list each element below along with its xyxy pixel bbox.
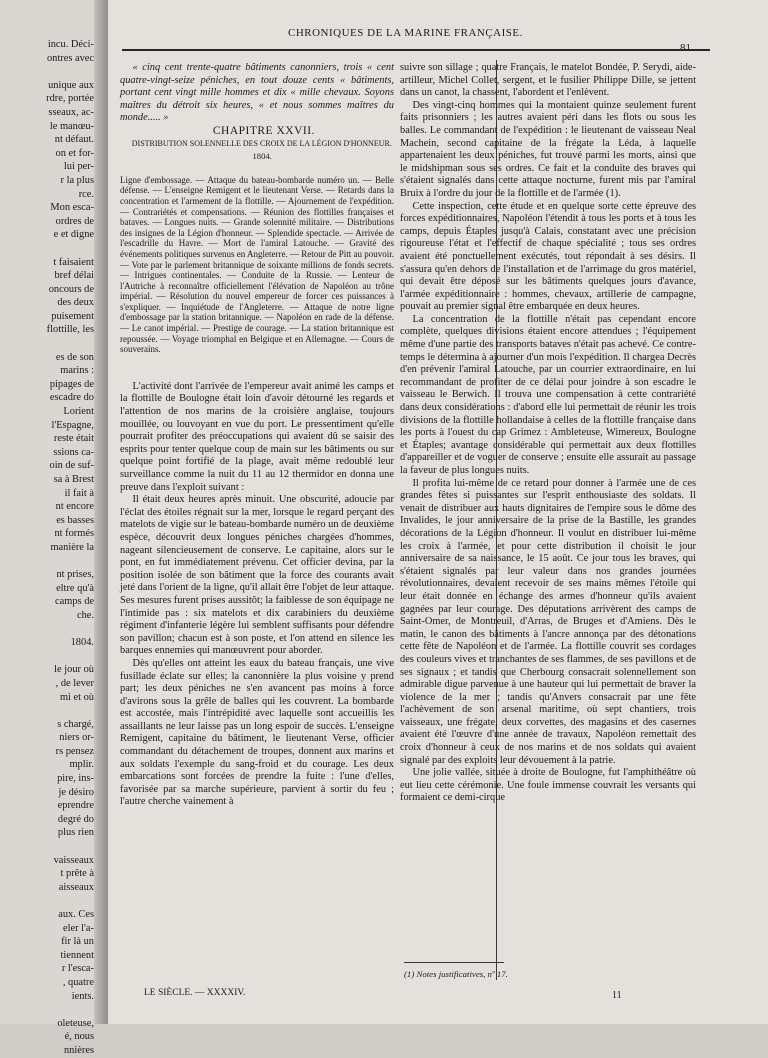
book-gutter [94,0,108,1024]
left-page-line [0,840,94,854]
left-page-line [0,704,94,718]
left-column [120,62,394,809]
left-page-line: nt défaut. [54,134,94,146]
left-page-line: ontres avec [46,52,94,64]
left-page-line: escadre do [49,392,94,404]
paragraph: Il profita lui-même de ce retard pour donner à l'armée une de ces grandes fêtes si puissantes sur l'esprit enthousiaste des soldats. Il venait de distribuer aux hauts dignitaires de l'empire sous le dôme des Invalides, le jour anniversaire de la prise de la Bastille, les grandes décorations de la Légion d'honneur. Il voulut en distribuer lui-même les croix à l'armée, et pour cette distribution il choisit le jour anniversaire de sa naissance, le 15 août. Ce jour tous les braves, qui s'étaient signalés par leur valeur dans nos grandes journées révolutionnaires, devaient recevoir de ses mains mêmes l'étoile qui leur était donnée en échange des armes d'honneur qu'ils avaient gagnées par leur courage. Des députations arrivèrent des camps de Saint-Omer, de Montreuil, d'Arras, de Bruges et d'Amiens. Dès le matin, le canon des bâtiments à l'ancre annonça par des détonations cette fête de Napoléon et de l'armée. La flottille couvrit ses cordages des couleurs vives et tranchantes de ses flammes, de ses pavillons et de ses signaux ; et tandis que Cherbourg consacrait solennellement son admirable digue parvenue à une hauteur qui lui permettait de braver la violence de la mer ; tandis qu'Anvers consacrait par une fête l'achèvement de son arsenal maritime, où sept chantiers, trois vaisseaux, une frégate, deux corvettes, des magasins et des casernes avaient été l'œuvre d'une année de travaux, Napoléon remettait des croix d'honneur à ceux de nos marins et de nos soldats qui avaient signalé par des exploits leur dévouement à la patrie. [400,477,696,766]
left-page-line: aux. Ces [58,909,94,920]
footnote-rule [404,962,504,963]
left-page-line: es de son [55,351,94,363]
left-page-line: oleteuse, [57,1017,94,1029]
left-page-line: , de lever [55,677,94,689]
left-page-line: pire, ins- [57,773,94,785]
left-page-line: t prête à [60,868,94,880]
left-page-line: pipages de [49,378,94,390]
left-page-line [0,242,94,256]
left-page-line: es basses [56,514,94,526]
left-page-line: l'Espagne, [51,419,94,431]
header-rule [122,49,710,51]
left-page-line: rdre, portée [46,93,94,105]
left-page-line: manière la [50,541,94,553]
left-page [0,0,108,1056]
left-page-line: bref délai [54,270,94,282]
paragraph: Il était deux heures après minuit. Une obscurité, adoucie par l'éclat des étoiles régnait sur la mer, lorsque le regard perçant des matelots de vigie sur le bateau-bombarde numéro un de deuxième espèce, découvrit deux longues péniches chargées d'hommes, nageant silencieusement de conserve. Le capitaine, alors sur le pont, en fut immédiatement prévenu. Cet officier devina, par la position isolée de son bâtiment que la force des courants avait jeté dans l'orient de la ligne, qu'il allait être l'objet de leur attaque. Ses mesures furent prises aussitôt; la faiblesse de son équipage ne l'intimide pas : six matelots et dix carabiniers du deuxième régiment d'infanterie légère lui semblent suffisants pour défendre son pavillon; chacun est à son poste, et l'on attend en silence les barques ennemies qui manœuvrent pour aborder. [120,494,394,657]
left-page-line: fir là un [61,936,94,948]
left-page-line: nt prises, [56,569,94,581]
left-page-line: plus rien [57,827,94,839]
left-page-line: le manœu- [49,120,94,132]
left-page-line: incu. Déci- [47,39,94,50]
left-page-line [0,894,94,908]
left-page-line: camps de [55,596,94,608]
left-page-line: ssions ca- [53,446,94,458]
left-page-line: marins : [60,365,94,377]
left-page-line: nt formés [54,528,94,540]
left-page-line: rce. [78,188,94,200]
running-title: CHRONIQUES DE LA MARINE FRANÇAISE. [288,27,523,39]
left-page-line: 1804. [70,637,94,649]
left-page-line: je désiro [58,786,94,798]
left-page-line: le jour où [54,664,94,676]
left-page-line: t faisaient [53,256,94,268]
footer-signature: 11 [612,990,622,1001]
left-page-line: degré do [57,813,94,825]
right-page [108,0,768,1024]
paragraph: Cette inspection, cette étude et en quelque sorte cette épreuve des forces expéditionnaires, Napoléon l'étendit à tous les ports et à tous les camps, depuis Étaples jusqu'à Calais, constatant avec une précision rigoureuse l'état et l'effectif de chaque spécialité ; tous ses ordres avaient été ponctuellement exécutés, tout répondait à ses désirs. Il s'assura qu'en dehors de l'installation et de l'arrimage du gros matériel, qui devait être déposé sur les bâtiments quelques jours d'avance, l'armée expéditionnaire : hommes, chevaux, artillerie de campagne, pouvait au premier signal être embarquée en deux heures. [400,200,696,313]
summary-text: Ligne d'embossage. — Attaque du bateau-bombarde numéro un. — Belle défense. — L'enseigne Remigent et le lieutenant Verse. — Retards dans la concentration et l'armement de la flottille. — Ajournement de l'expédition. — Contrariétés et compensations. — Réunion des flottilles françaises et bataves. — Longues nuits. — Grande solennité militaire. — Distributions des insignes de la Légion d'honneur. — Splendide spectacle. — Arrivée de l'escadrille du Havre. — Mort de l'amiral Latouche. — Gravité des événements politiques survenus en Angleterre. — Retour de Pitt au pouvoir. — Vote par le parlement britannique de soixante millions de fonds secrets. — Intrigues continentales. — Conduite de la Russie. — Lenteur de l'Autriche à reconnaître officiellement l'élévation de Napoléon au trône impérial. — Résolution du nouvel empereur de forcer ces puissances à s'expliquer. — Inquiétude de l'Angleterre. — Attaque de notre ligne d'embossage par la station britannique. — Napoléon en rade de la défense. — Le canot impérial. — Prestige de courage. — La station britannique est repoussée. — Voyage triomphal en Belgique et en Allemagne. — Cours de souverains. [120,174,394,355]
chapter-subtitle: DISTRIBUTION SOLENNELLE DES CROIX DE LA LÉGION D'HONNEUR. [131,138,392,148]
left-page-line: , quatre [62,976,94,988]
left-page-line: nnières [63,1044,94,1056]
left-page-line: eprendre [57,800,94,812]
footnote: (1) Notes justificatives, nº 17. [404,969,508,979]
left-page-line [0,65,94,79]
left-page-line: e et digne [53,229,94,241]
paragraph: La concentration de la flottille n'était pas cependant encore complète, quelques divisions étaient encore attendues ; l'équipement même d'une partie des transports bataves n'était pas achevé. Ce contre-temps le détermina à ajourner d'un mois l'expédition. Il chargea Decrès d'en prévenir l'amiral Latouche, par un courrier extraordinaire, en lui recommandant de profiter de ce délai pour joindre à son escadre le vaisseau le Berwich. Il trouva une compensation à cette contrariété dans deux considérations : d'abord elle lui permettait de réunir les trois divisions de la flottille hollandaise à celles de la flottille française dans les ports à l'ouest du cap Grimez : Ambleteuse, Wimereux, Boulogne et Étaples; avantage considérable qui permettait aux deux flottilles d'appareiller et de voguer de conserve ; ensuite elle assurait au passage la faveur de plus longues nuits. [400,313,696,476]
left-page-line: r l'esca- [61,963,94,975]
chapter-title: CHAPITRE XXVII. [212,124,315,137]
left-page-text [0,38,94,1058]
paragraph: suivre son sillage ; quatre Français, le matelot Bondée, P. Serydi, aide-artilleur, Michel Collet, sergent, et le fusilier Philippe Dille, se jettent dans un canot, la chassent, l'abordent et l'enlèvent. [400,62,696,99]
chapter-year: 1804. [252,151,272,162]
left-page-line [0,1003,94,1017]
left-page-line: ordres de [55,215,94,227]
footer-publication: LE SIÈCLE. — XXXXIV. [144,988,246,998]
chapter-summary [120,175,394,355]
napoleon-quote: « cinq cent trente-quatre bâtiments canonniers, trois « cent quatre-vingt-seize péniches, en tout douze cents « bâtiments, portant cent vingt mille hommes et dix « mille chevaux. Soyons maîtres du détroit six heures, « et nous sommes maîtres du monde..... » [120,62,394,124]
left-page-line: eltre qu'à [56,582,94,594]
left-page-line: tiennent [60,949,94,961]
left-page-line: flottille, les [46,324,94,336]
left-page-line: sa à Brest [53,474,94,485]
left-page-line [0,623,94,637]
left-page-line: mi et où [59,691,94,703]
left-page-line [0,337,94,351]
left-page-line: nt encore [55,501,94,513]
left-page-line: il fait à [64,487,94,499]
left-page-line: oin de suf- [49,460,94,472]
paragraph: L'activité dont l'arrivée de l'empereur avait animé les camps et la flottille de Boulogne était loin d'avoir détourné les regards et l'attention de nos marins de la croisière anglaise, toujours mouillée, ou louvoyant en vue du port. Le pressentiment qu'elle pourrait profiter des préoccupations qui avaient dû se saisir des esprits pour tenter quelque coup de main sur les bâtiments ou sur quelque point fortifié de la plage, avait même redoublé leur surveillance comme la nuit du 11 au 12 thermidor en donna une preuve dans l'exploit suivant : [120,380,394,493]
left-page-line: sseaux, ac- [48,106,94,118]
left-page-line: oncours de [48,283,94,295]
left-page-line: Mon esca- [50,202,94,214]
right-column [400,62,696,805]
left-page-line: rs pensez [55,745,94,757]
left-page-line: mplir. [69,759,94,771]
left-page-line [0,650,94,664]
left-page-line: s chargé, [57,718,94,730]
left-page-line: niers or- [59,732,94,744]
left-page-line: vaisseaux [53,854,94,866]
left-page-line [0,555,94,569]
left-page-line: ients. [71,990,94,1002]
left-page-line: reste était [53,433,94,445]
left-page-line: unique aux [48,79,94,91]
paragraph: Des vingt-cinq hommes qui la montaient quinze seulement furent faits prisonniers ; les autres avaient péri dans les flots ou sous les balles. Le commandant de l'expédition : le lieutenant de vaisseau Neal Machein, second capitaine de la frégate la Léda, à laquelle appartenaient les deux péniches, fut trouvé parmi les morts, ainsi que le midshipman sous ses ordres. Ce fait et la conduite des braves qui s'étaient signalés dans cette attaque nocturne, furent mis par l'amiral Bruix à l'ordre du jour de la flottille et de l'armée (1). [400,99,696,199]
left-column-body [120,381,394,809]
left-page-line: eler l'a- [63,922,94,934]
page-number: 81 [680,42,691,54]
left-page-line: puisement [51,310,94,322]
left-page-line: che. [76,609,94,621]
left-page-line: é, nous [64,1031,94,1043]
left-page-line: r la plus [60,174,94,186]
left-page-line: lui per- [63,161,94,173]
paragraph: Dès qu'elles ont atteint les eaux du bateau français, une vive fusillade éclate sur elles; la canonnière la plus voisine y prend part; les deux péniches ne s'en avancent pas moins à force d'avirons sous la grêle de balles qui les couvrent. La bombarde est accostée, mais l'intrépidité avec laquelle sont accueillis les assaillants ne leur laisse pas un long espoir de succès. L'enseigne Remigent, capitaine du bâtiment, le lieutenant Verse, officier commandant du détachement de troupes, donnent aux marins et aux soldats l'exemple du sang-froid et du courage. Les deux embarcations sont forcées de prendre la fuite : l'une d'elles, favorisée par sa marche supérieure, parvient à sortir du feu ; l'autre cherche vainement à [120,657,394,808]
left-page-line: aisseaux [58,881,94,893]
left-page-line: des deux [57,297,94,309]
paragraph: Une jolie vallée, située à droite de Boulogne, fut l'amphithéâtre où eut lieu cette cérémonie. Une foule immense couvrait les versants qui formaient ce demi-cirque [400,767,696,804]
left-page-line: Lorient [63,406,94,418]
left-page-line: on et for- [55,147,94,159]
